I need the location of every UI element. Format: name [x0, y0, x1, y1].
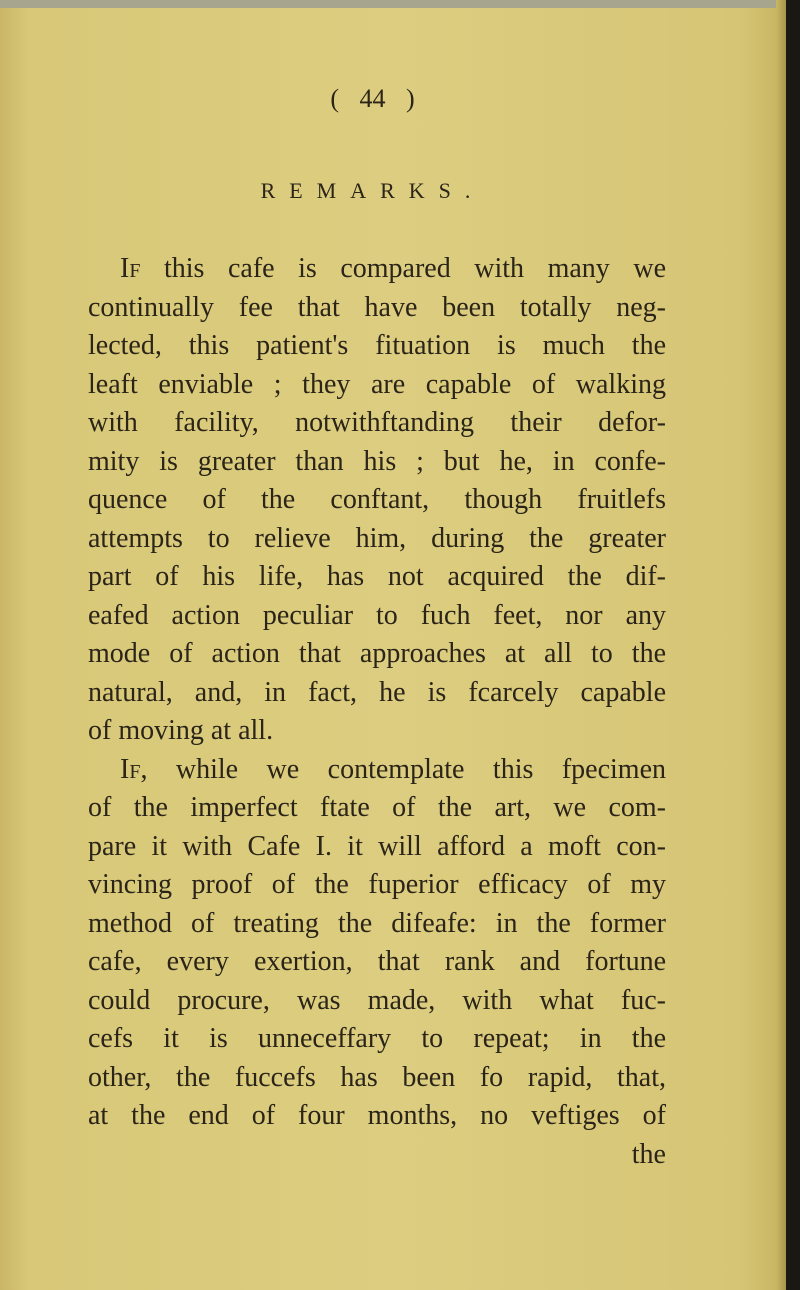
text-line	[88, 751, 666, 790]
text-line: could procure, was made, with what fuc-	[88, 984, 666, 1016]
text-line: attempts to relieve him, during the greater	[88, 522, 666, 554]
text-line: other, the fuccefs has been fo rapid, that,	[88, 1061, 666, 1093]
body-text	[88, 250, 666, 1174]
text-line: eafed action peculiar to fuch feet, nor any	[88, 599, 666, 631]
paragraph-1	[88, 250, 666, 751]
text-line: lected, this patient's fituation is much the	[88, 330, 666, 361]
text-line: cefs it is unneceffary to repeat; in the	[88, 1023, 666, 1054]
text-line: leaft enviable ; they are capable of walking	[88, 368, 666, 400]
lead-word: If	[120, 253, 141, 284]
text-line: of moving at all.	[88, 715, 274, 746]
text-line: pare it with Cafe I. it will afford a moft con-	[88, 830, 666, 862]
text-line: quence of the conftant, though fruitlefs	[88, 484, 666, 515]
page-gutter-shadow	[776, 0, 786, 1290]
text-line: vincing proof of the fuperior efficacy of my	[88, 869, 666, 900]
text-line: with facility, notwithftanding their defor-	[88, 407, 666, 438]
text-line: part of his life, has not acquired the dif-	[88, 561, 666, 592]
text-line: continually fee that have been totally neg-	[88, 291, 666, 323]
text-line: mity is greater than his ; but he, in confe-	[88, 445, 666, 477]
scan-top-edge	[0, 0, 800, 8]
text-line: method of treating the difeafe: in the former	[88, 907, 666, 939]
text-line: natural, and, in fact, he is fcarcely capable	[88, 676, 666, 708]
section-heading: REMARKS.	[260, 178, 485, 203]
line-text: , while we contemplate this fpecimen	[140, 753, 666, 785]
paragraph-2	[88, 751, 666, 1136]
scan-right-edge	[786, 0, 800, 1290]
page-number: ( 44 )	[330, 84, 415, 113]
text-line: mode of action that approaches at all to the	[88, 638, 666, 669]
text-line	[88, 250, 666, 289]
catchword: the	[631, 1138, 666, 1170]
text-line: at the end of four months, no veftiges of	[88, 1100, 666, 1131]
line-text: this cafe is compared with many we	[140, 253, 666, 284]
text-line: cafe, every exertion, that rank and fortune	[88, 946, 666, 977]
lead-word: If	[120, 753, 141, 785]
text-line: of the imperfect ftate of the art, we com-	[88, 792, 666, 823]
